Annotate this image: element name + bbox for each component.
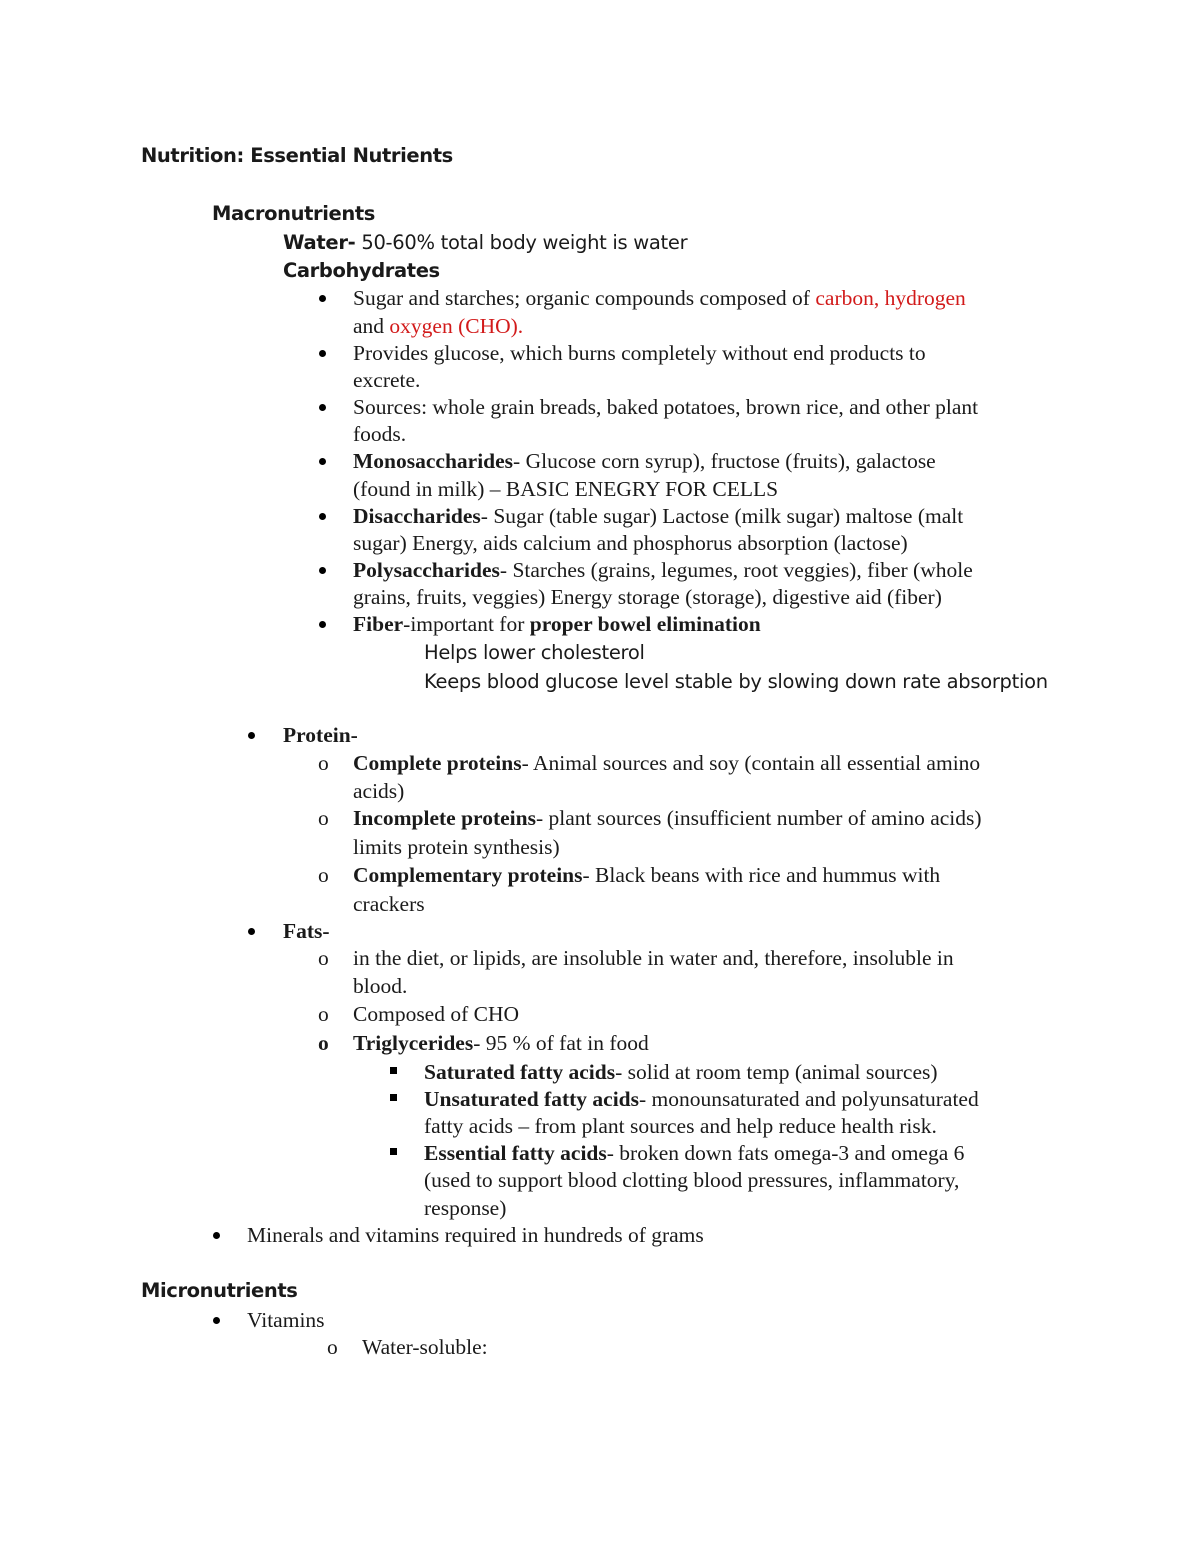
carb-item-1-line1 [353,288,966,310]
disaccharides-line2: sugar) Energy, aids calcium and phosphorus absorption (lactose) [353,531,908,555]
fats-item-2: Composed of CHO [353,1002,520,1026]
complementary-proteins-text: - Black beans with rice and hummus with [582,863,941,887]
circle-bullet-icon: o [327,1335,338,1359]
fiber-sub-1: Helps lower cholesterol [424,641,645,664]
fiber-text: -important for [403,612,530,636]
square-bullet-icon [390,1148,397,1155]
complementary-proteins-line1 [353,865,940,887]
incomplete-proteins-line1 [353,808,982,830]
incomplete-proteins-label: Incomplete proteins [353,806,536,830]
square-bullet-icon [390,1067,397,1074]
polysaccharides-text: - Starches (grains, legumes, root veggies), fiber (whole [499,558,973,582]
monosaccharides-line1 [353,451,936,473]
saturated-line [424,1062,938,1084]
bullet-icon [248,928,255,935]
complete-proteins-line1 [353,753,980,775]
disaccharides-text: - Sugar (table sugar) Lactose (milk sugar) maltose (malt [480,504,964,528]
bullet-icon [319,621,326,628]
water-label: Water- [283,231,356,254]
unsaturated-line2: fatty acids – from plant sources and help reduce health risk. [424,1114,937,1138]
circle-bullet-icon: o [318,946,329,970]
square-bullet-icon [390,1094,397,1101]
disaccharides-line1 [353,506,963,528]
circle-bullet-icon: o [318,1002,329,1026]
carbohydrates-heading: Carbohydrates [283,259,440,282]
triglycerides-line [353,1033,649,1055]
carb-item-3-line1: Sources: whole grain breads, baked potatoes, brown rice, and other plant [353,395,979,419]
minerals-line: Minerals and vitamins required in hundreds of grams [247,1223,704,1247]
unsaturated-label: Unsaturated fatty acids [424,1087,639,1111]
essential-line3: response) [424,1196,507,1220]
bullet-icon [248,732,255,739]
bullet-icon [319,295,326,302]
complete-proteins-label: Complete proteins [353,751,522,775]
water-soluble-item: Water-soluble: [362,1335,488,1359]
triglycerides-text: - 95 % of fat in food [473,1031,649,1055]
essential-text: - broken down fats omega-3 and omega 6 [606,1141,965,1165]
polysaccharides-line1 [353,560,973,582]
fats-item-1-line1: in the diet, or lipids, are insoluble in water and, therefore, insoluble in [353,946,954,970]
unsaturated-line1 [424,1089,979,1111]
fiber-bold-text: proper bowel elimination [529,612,761,636]
bullet-icon [213,1317,220,1324]
carb-item-3-line2: foods. [353,422,407,446]
carb-item-2-line2: excrete. [353,368,421,392]
circle-bullet-icon: o [318,806,329,830]
complete-proteins-text: - Animal sources and soy (contain all essential amino [521,751,981,775]
water-line [283,233,687,253]
protein-label: Protein- [283,723,358,747]
fats-label: Fats- [283,919,330,943]
unsaturated-text: - monounsaturated and polyunsaturated [639,1087,979,1111]
bullet-icon [319,350,326,357]
fiber-label: Fiber [353,612,404,636]
carb-item-1-text: Sugar and starches; organic compounds composed of [353,286,816,310]
vitamins-item: Vitamins [247,1308,325,1332]
monosaccharides-text: - Glucose corn syrup), fructose (fruits), galactose [513,449,936,473]
carb-item-2-line1: Provides glucose, which burns completely without end products to [353,341,926,365]
disaccharides-label: Disaccharides [353,504,481,528]
micronutrients-heading: Micronutrients [141,1279,298,1302]
page-title: Nutrition: Essential Nutrients [141,144,453,167]
circle-bullet-icon: o [318,863,329,887]
carbon-hydrogen-highlight: carbon, hydrogen [815,286,966,310]
essential-label: Essential fatty acids [424,1141,607,1165]
carb-item-1-text-2: and [353,314,390,338]
monosaccharides-line2: (found in milk) – BASIC ENEGRY FOR CELLS [353,477,779,501]
complementary-proteins-line2: crackers [353,892,425,916]
fats-item-1-line2: blood. [353,974,408,998]
bullet-icon [319,458,326,465]
bullet-icon [319,404,326,411]
polysaccharides-line2: grains, fruits, veggies) Energy storage (storage), digestive aid (fiber) [353,585,942,609]
saturated-text: - solid at room temp (animal sources) [615,1060,938,1084]
carb-item-1-line2 [353,316,523,338]
complementary-proteins-label: Complementary proteins [353,863,583,887]
macronutrients-heading: Macronutrients [212,202,375,225]
saturated-label: Saturated fatty acids [424,1060,616,1084]
oxygen-highlight: oxygen (CHO). [389,314,524,338]
essential-line2: (used to support blood clotting blood pressures, inflammatory, [424,1168,960,1192]
monosaccharides-label: Monosaccharides [353,449,514,473]
bullet-icon [319,567,326,574]
polysaccharides-label: Polysaccharides [353,558,500,582]
essential-line1 [424,1143,964,1165]
incomplete-proteins-line2: limits protein synthesis) [353,835,560,859]
incomplete-proteins-text: - plant sources (insufficient number of amino acids) [535,806,982,830]
fiber-line [353,614,761,636]
circle-bullet-icon: o [318,1031,329,1055]
fiber-sub-2: Keeps blood glucose level stable by slowing down rate absorption [424,670,1048,693]
bullet-icon [213,1232,220,1239]
triglycerides-label: Triglycerides [353,1031,474,1055]
circle-bullet-icon: o [318,751,329,775]
bullet-icon [319,513,326,520]
water-text: 50-60% total body weight is water [355,231,688,254]
complete-proteins-line2: acids) [353,779,405,803]
